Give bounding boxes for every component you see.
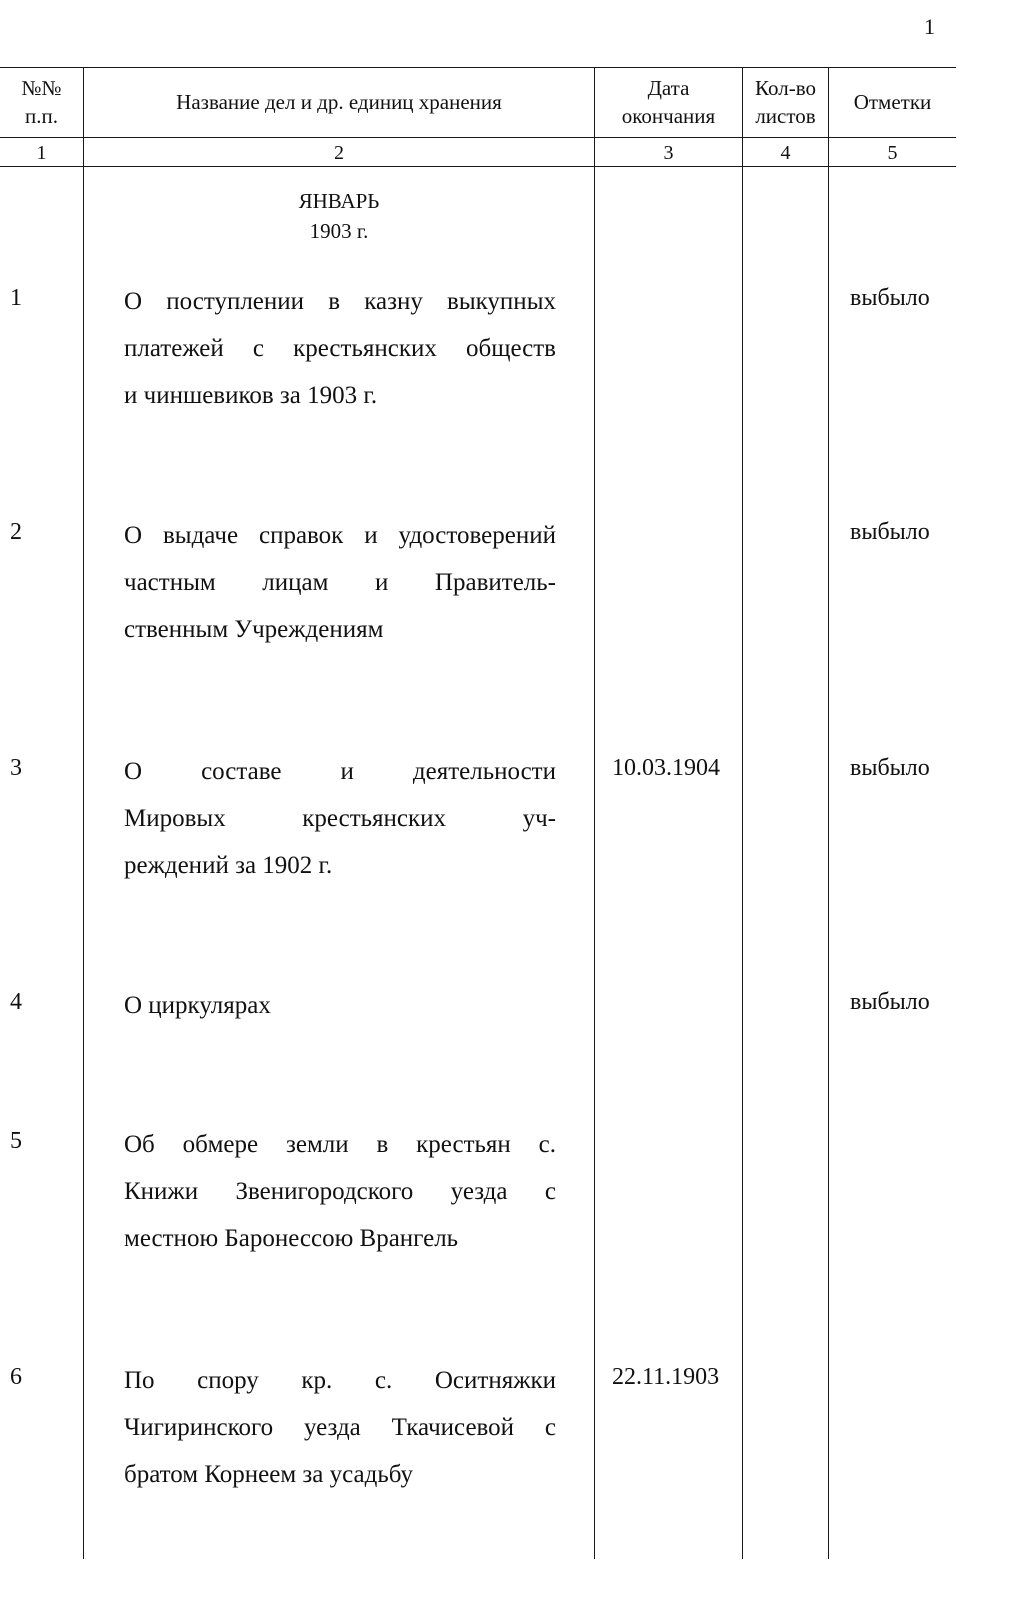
row-number: 4 [10, 989, 22, 1015]
row-title-line: ственным Учреждениям [124, 616, 384, 643]
row-title-line: О поступлении в казну выкупных [124, 288, 556, 315]
row-mark: выбыло [850, 989, 930, 1015]
column-number-3: 3 [663, 142, 674, 164]
row-title-line: платежей с крестьянских обществ [124, 335, 556, 362]
header-sheets-line2: листов [755, 104, 816, 128]
row-title-line: Мировых крестьянских уч- [124, 805, 556, 832]
column-number-2: 2 [334, 142, 344, 164]
column-number-4: 4 [780, 142, 791, 164]
row-title [124, 512, 556, 653]
header-title: Название дел и др. единиц хранения [176, 90, 502, 114]
header-sheets [743, 74, 828, 130]
row-title-line: реждений за 1902 г. [124, 852, 333, 879]
row-title [124, 982, 556, 1029]
row-mark: выбыло [850, 755, 930, 781]
section-month: ЯНВАРЬ [298, 189, 380, 213]
row-mark: выбыло [850, 285, 930, 311]
header-marks: Отметки [853, 90, 932, 114]
row-date: 22.11.1903 [612, 1364, 720, 1390]
row-title [124, 748, 556, 889]
row-title-line: частным лицам и Правитель- [124, 569, 556, 596]
row-title [124, 1121, 556, 1262]
column-divider-3 [742, 67, 743, 1559]
column-divider-4 [828, 67, 829, 1559]
row-title [124, 1357, 556, 1498]
header-bottom-rule [0, 137, 956, 138]
row-number: 2 [10, 519, 22, 545]
row-title-line: Книжи Звенигородского уезда с [124, 1178, 556, 1205]
column-divider-2 [594, 67, 595, 1559]
header-sheets-line1: Кол-во [755, 76, 816, 100]
row-number: 1 [10, 285, 22, 311]
header-date-line2: окончания [621, 104, 716, 128]
row-title-line: Чигиринского уезда Ткачисевой с [124, 1414, 556, 1441]
section-year: 1903 г. [309, 219, 369, 243]
row-title-line: и чиншевиков за 1903 г. [124, 382, 378, 409]
section-heading [84, 186, 594, 246]
header-date-line1: Дата [647, 76, 690, 100]
row-title-line: О циркулярах [124, 992, 271, 1019]
row-title-line: О составе и деятельности [124, 758, 556, 785]
row-number: 5 [10, 1128, 22, 1154]
header-date [595, 74, 742, 130]
row-title-line: По спору кр. с. Оситняжки [124, 1367, 556, 1394]
row-title-line: О выдаче справок и удостоверений [124, 522, 556, 549]
row-title-line: местною Баронессою Врангель [124, 1225, 459, 1252]
page-number: 1 [924, 14, 935, 39]
header-num-line2: п.п. [25, 104, 58, 128]
row-date: 10.03.1904 [612, 755, 720, 781]
header-num-line1: №№ [21, 76, 62, 100]
row-number: 6 [10, 1364, 22, 1390]
row-number: 3 [10, 755, 22, 781]
column-number-1: 1 [36, 142, 47, 164]
header-num [0, 74, 83, 130]
column-number-5: 5 [887, 142, 898, 164]
row-title-line: Об обмере земли в крестьян с. [124, 1131, 556, 1158]
row-title-line: братом Корнеем за усадьбу [124, 1461, 414, 1488]
column-divider-1 [83, 67, 84, 1559]
table-top-rule [0, 67, 956, 68]
column-numbers-bottom-rule [0, 166, 956, 167]
row-mark: выбыло [850, 519, 930, 545]
row-title [124, 278, 556, 419]
